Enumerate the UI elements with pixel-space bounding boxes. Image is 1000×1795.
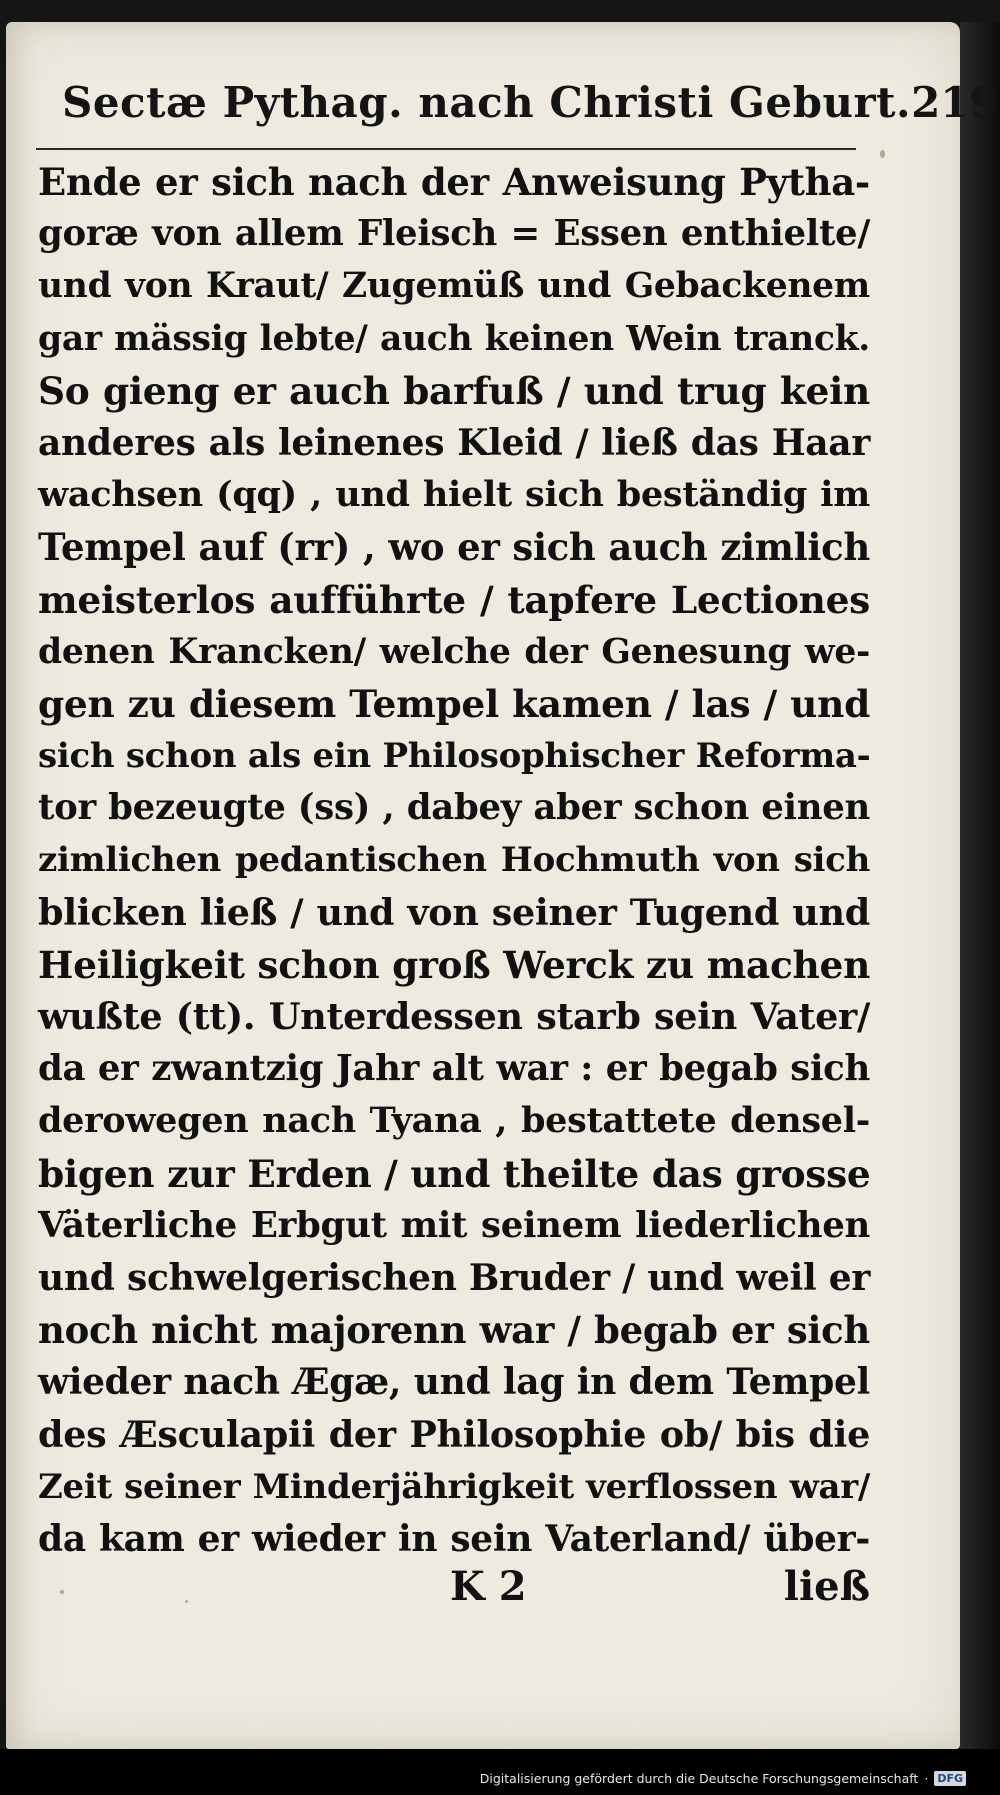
text-line: noch nicht majorenn war / begab er sich (38, 1308, 870, 1353)
text-line: da kam er wieder in sein Vaterland/ über- (38, 1517, 870, 1560)
dfg-logo: DFG (934, 1771, 966, 1786)
text-line: bigen zur Erden / und theilte das grosse (38, 1151, 871, 1196)
text-line: Ende er sich nach der Anweisung Pytha- (38, 160, 870, 204)
text-line: Zeit seiner Minderjährigkeit verflossen war/ (38, 1466, 870, 1507)
text-line: des Æsculapii der Philosophie ob/ bis die (38, 1412, 870, 1456)
text-line: denen Krancken/ welche der Genesung we- (38, 631, 870, 672)
text-line: wieder nach Ægæ, und lag in dem Tempel (38, 1361, 870, 1404)
text-line: wußte (tt). Unterdessen starb sein Vater/ (38, 995, 870, 1038)
text-line: goræ von allem Fleisch = Essen enthielte/ (38, 213, 870, 255)
text-line: blicken ließ / und von seiner Tugend und (38, 890, 870, 934)
text-line: da er zwantzig Jahr alt war : er begab sich (38, 1048, 870, 1090)
credit-text: Digitalisierung gefördert durch die Deutsche Forschungsgemeinschaft (479, 1770, 919, 1786)
text-line: tor bezeugte (ss) , dabey aber schon einen (38, 787, 870, 829)
text-line: Tempel auf (rr) , wo er sich auch zimlich (38, 525, 870, 570)
page-edge-shadow (960, 22, 1000, 1749)
text-line: meisterlos aufführte / tapfere Lectiones (38, 577, 870, 622)
page-number: 219 (911, 78, 999, 127)
text-line: und schwelgerischen Bruder / und weil er (38, 1256, 870, 1299)
text-line: Väterliche Erbgut mit seinem liederlichen (38, 1204, 870, 1246)
signature-mark: K 2 (450, 1563, 527, 1610)
header-rule (36, 148, 856, 150)
paper-speck (880, 150, 885, 158)
text-line: anderes als leinenes Kleid / ließ das Haar (38, 421, 870, 464)
text-line: gar mässig lebte/ auch keinen Wein tranck. (38, 318, 870, 359)
body-text (38, 156, 870, 1565)
running-title: Sectæ Pythag. nach Christi Geburt. (62, 78, 912, 127)
text-line: und von Kraut/ Zugemüß und Gebackenem (38, 266, 870, 307)
text-line: gen zu diesem Tempel kamen / las / und (38, 681, 870, 726)
running-head (62, 78, 999, 146)
text-line: zimlichen pedantischen Hochmuth von sich (38, 840, 870, 881)
text-line: sich schon als ein Philosophischer Reforma- (38, 736, 871, 777)
catchword: ließ (783, 1563, 870, 1610)
page-footer (40, 1563, 870, 1623)
text-line: Heiligkeit schon groß Werck zu machen (38, 942, 871, 987)
text-line: So gieng er auch barfuß / und trug kein (38, 368, 870, 413)
text-line: derowegen nach Tyana , bestattete densel- (38, 1100, 870, 1142)
digitization-credit: Digitalisierung gefördert durch die Deutsche Forschungsgemeinschaft · DFG (480, 1768, 966, 1788)
text-line: wachsen (qq) , und hielt sich beständig im (38, 474, 870, 516)
